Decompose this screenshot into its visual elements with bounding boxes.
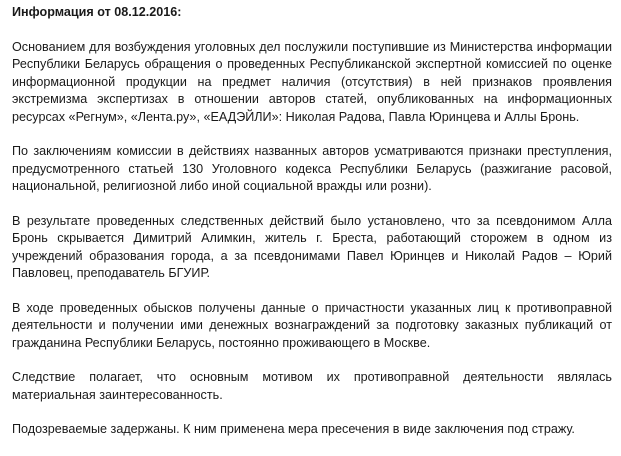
paragraph-detention: Подозреваемые задержаны. К ним применена мера пресечения в виде заключения под стражу. [12, 422, 575, 436]
paragraph-commission-conclusion: По заключениям комиссии в действиях названных авторов усматриваются признаки преступления, предусмотренного статьей 130 Уголовного кодекса Республики Беларусь (разжигание расовой, национальной, религиозной либо иной социальной вражды или розни). [12, 144, 612, 193]
paragraph-investigation-result: В результате проведенных следственных действий было установлено, что за псевдонимом Алла Бронь скрывается Димитрий Алимкин, житель г. Бреста, работающий сторожем в одном из учреждений образования города, а за псевдонимами Павел Юринцев и Николай Радов – Юрий Павловец, преподаватель БГУИР. [12, 213, 612, 280]
article-heading: Информация от 08.12.2016: [12, 5, 182, 19]
paragraph-search-findings: В ходе проведенных обысков получены данные о причастности указанных лиц к противоправной деятельности и получении ими денежных вознаграждений за подготовку заказных публикаций от гражданина Республики Беларусь, постоянно проживающего в Москве. [12, 300, 612, 350]
paragraph-grounds: Основанием для возбуждения уголовных дел послужили поступившие из Министерства информации Республики Беларусь обращения о проведенных Республиканской экспертной комиссией по оценке информационной продукции на предмет наличия (отсутствия) в ней признаков проявления экстремизма экспертизах в отношении авторов статей, опубликованных на информационных ресурсах «Регнум», «Лента.ру», «ЕАДЭЙЛИ»: Николая Радова, Павла Юринцева и Аллы Бронь. [12, 39, 612, 124]
paragraph-motive: Следствие полагает, что основным мотивом их противоправной деятельности являлась материальная заинтересованность. [12, 370, 612, 402]
